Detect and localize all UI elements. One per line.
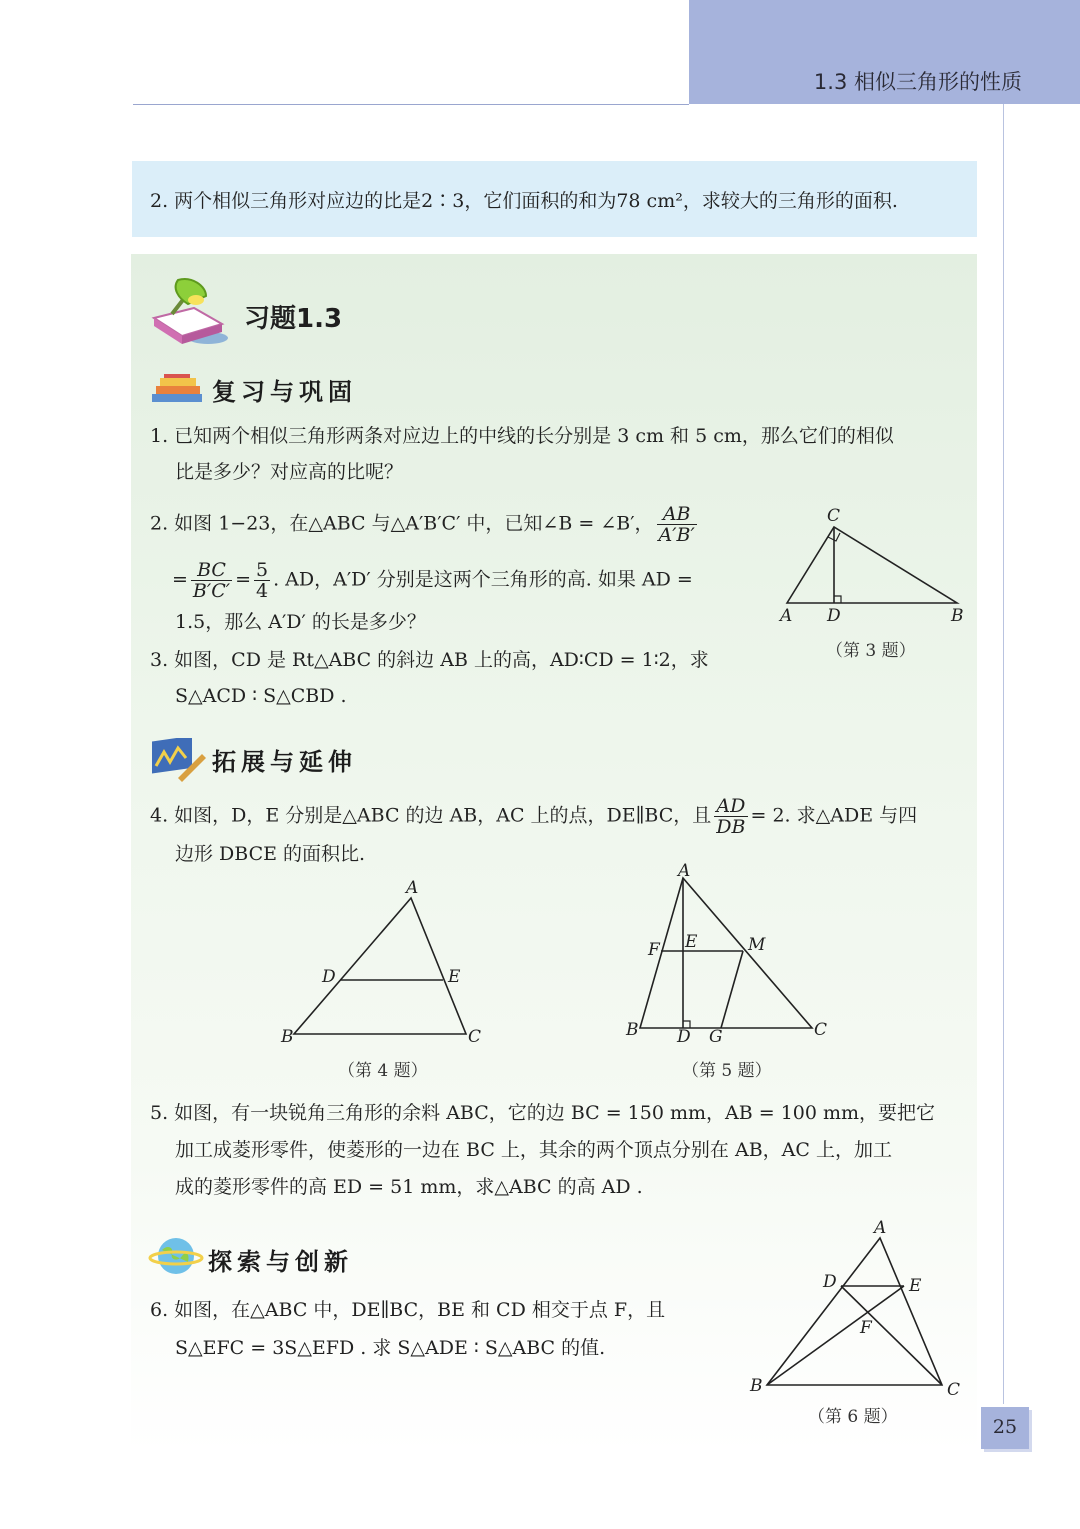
fig5-label-a: A	[678, 861, 691, 881]
fig5-segment-mg	[721, 951, 743, 1028]
fraction-denominator: A′B′	[658, 524, 695, 546]
fraction-numerator: BC	[191, 560, 232, 581]
globe-icon	[148, 1234, 204, 1278]
section-explore-title: 探索与创新	[208, 1248, 353, 1276]
fig5-label-e: E	[685, 932, 698, 952]
side-rule	[1003, 104, 1004, 1404]
question-4-suffix: = 2. 求△ADE 与四	[750, 804, 918, 827]
fig3-triangle	[787, 527, 957, 603]
fig6-segment-cd	[841, 1286, 942, 1385]
figure-3	[770, 500, 980, 630]
equals-sign: =	[172, 568, 188, 591]
figure-6	[745, 1214, 975, 1404]
fig6-label-f: F	[860, 1318, 872, 1338]
figure-4	[278, 876, 498, 1048]
fraction-bc-over-b1c1	[191, 560, 232, 601]
lamp-book-icon	[148, 272, 232, 356]
fig4-label-b: B	[281, 1027, 294, 1047]
figure-5	[620, 856, 840, 1046]
header-rule	[133, 104, 689, 105]
fig3-label-d: D	[827, 606, 841, 626]
fig3-right-angle-mark	[834, 596, 841, 603]
question-6-line2: S△EFC = 3S△EFD . 求 S△ADE ∶ S△ABC 的值.	[175, 1337, 606, 1359]
section-extend-title: 拓展与延伸	[212, 748, 357, 776]
exercise-title: 习题1.3	[244, 304, 343, 334]
fig5-label-f: F	[648, 940, 660, 960]
question-2-line1	[150, 504, 700, 545]
question-2-line2-rest: . AD，A′D′ 分别是这两个三角形的高. 如果 AD =	[273, 568, 693, 591]
fig5-label-d: D	[677, 1027, 691, 1046]
fig6-label-b: B	[750, 1376, 763, 1396]
practice-question-2: 2. 两个相似三角形对应边的比是2∶3，它们面积的和为78 cm²，求较大的三角形的面积.	[150, 190, 898, 212]
fig3-label-a: A	[780, 606, 793, 626]
question-5-line2: 加工成菱形零件，使菱形的一边在 BC 上，其余的两个顶点分别在 AB，AC 上，加工	[175, 1139, 892, 1161]
fig4-label-c: C	[468, 1027, 482, 1047]
fig5-triangle	[640, 878, 812, 1028]
question-5-line3: 成的菱形零件的高 ED = 51 mm，求△ABC 的高 AD .	[175, 1176, 643, 1198]
fig3-label-c: C	[827, 506, 841, 526]
fraction-denominator: 4	[255, 580, 269, 602]
fig6-label-d: D	[823, 1272, 837, 1292]
fig6-label-e: E	[909, 1276, 922, 1296]
fig5-label-c: C	[814, 1020, 828, 1040]
fraction-denominator: B′C′	[192, 580, 231, 602]
fig6-label-c: C	[947, 1380, 961, 1400]
fig4-label-a: A	[406, 878, 419, 898]
section-title: 1.3 相似三角形的性质	[813, 70, 1022, 94]
books-icon	[148, 372, 208, 406]
fig5-label-b: B	[626, 1020, 639, 1040]
page-number: 25	[992, 1416, 1018, 1438]
fig5-label-m: M	[748, 935, 766, 955]
fig6-triangle	[767, 1238, 942, 1385]
question-4-prefix: 4. 如图，D，E 分别是△ABC 的边 AB，AC 上的点，DE∥BC，且	[150, 804, 712, 827]
fig3-label-b: B	[951, 606, 964, 626]
fraction-ab-over-a1b1	[657, 504, 697, 545]
question-4-line1	[150, 796, 917, 837]
question-1-line2: 比是多少？对应高的比呢？	[175, 461, 404, 483]
fig4-label-d: D	[322, 967, 336, 987]
equals-sign: =	[235, 568, 251, 591]
fraction-numerator: AD	[714, 796, 747, 817]
figure-4-caption: （第 4 题）	[338, 1061, 428, 1081]
fraction-numerator: AB	[657, 504, 697, 525]
question-6-line1: 6. 如图，在△ABC 中，DE∥BC，BE 和 CD 相交于点 F，且	[150, 1299, 666, 1321]
fig6-label-a: A	[874, 1218, 887, 1238]
question-5-line1: 5. 如图，有一块锐角三角形的余料 ABC，它的边 BC = 150 mm，AB = 100 mm，要把它	[150, 1102, 936, 1124]
question-3-line2: S△ACD ∶ S△CBD .	[175, 685, 347, 707]
question-3-line1: 3. 如图，CD 是 Rt△ABC 的斜边 AB 上的高，AD∶CD = 1∶2，求	[150, 649, 709, 671]
question-2-line2	[172, 560, 693, 601]
fig6-segment-be	[767, 1286, 904, 1385]
fig4-label-e: E	[448, 967, 461, 987]
pen-chart-icon	[148, 738, 206, 782]
fraction-ad-over-db	[714, 796, 747, 837]
question-2-line3: 1.5，那么 A′D′ 的长是多少？	[175, 611, 426, 633]
fraction-5-over-4	[254, 560, 270, 601]
question-1-line1: 1. 已知两个相似三角形两条对应边上的中线的长分别是 3 cm 和 5 cm，那么它们的相似	[150, 425, 894, 447]
fraction-numerator: 5	[255, 559, 269, 581]
figure-3-caption: （第 3 题）	[826, 641, 916, 661]
question-2-prefix: 2. 如图 1−23，在△ABC 与△A′B′C′ 中，已知∠B = ∠B′，	[150, 512, 654, 535]
figure-6-caption: （第 6 题）	[808, 1407, 898, 1427]
question-4-line2: 边形 DBCE 的面积比.	[175, 843, 366, 865]
fig4-triangle	[294, 898, 466, 1034]
figure-5-caption: （第 5 题）	[682, 1061, 772, 1081]
fig5-label-g: G	[709, 1027, 723, 1046]
section-review-title: 复习与巩固	[212, 378, 357, 406]
fraction-denominator: DB	[716, 816, 746, 838]
